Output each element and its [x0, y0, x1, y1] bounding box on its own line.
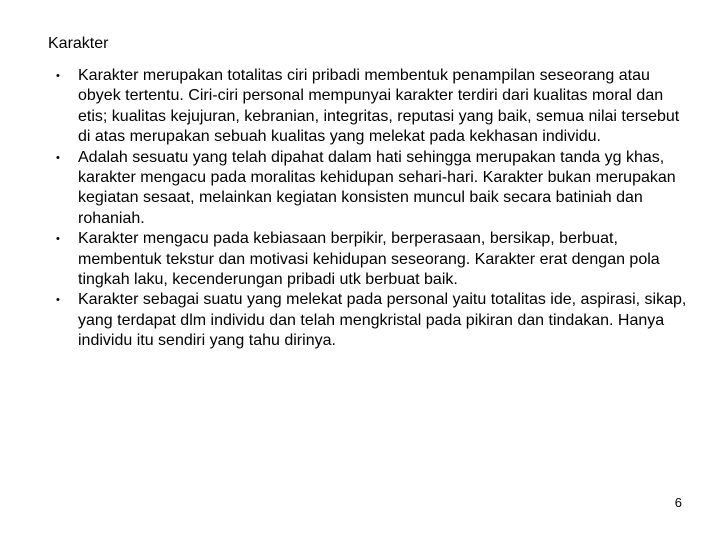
bullet-item — [48, 148, 693, 230]
bullet-icon: • — [56, 151, 60, 164]
bullet-item — [48, 229, 693, 290]
page-number: 6 — [674, 495, 682, 510]
bullet-text: Adalah sesuatu yang telah dipahat dalam hati sehingga merupakan tanda yg khas, karakter mengacu pada moralitas kehidupan sehari-hari. Karakter bukan merupakan kegiatan sesaat, melainkan kegiatan konsisten muncul baik secara batiniah dan rohaniah. — [78, 148, 676, 227]
bullet-icon: • — [56, 70, 60, 82]
bullet-icon: • — [56, 233, 60, 246]
bullet-item — [48, 66, 693, 148]
slide-title: Karakter — [48, 35, 109, 52]
bullet-icon: • — [56, 294, 60, 307]
bullet-list — [48, 66, 693, 352]
bullet-text: Karakter mengacu pada kebiasaan berpikir, berperasaan, bersikap, berbuat, membentuk tekstur dan motivasi kehidupan seseorang. Karakter erat dengan pola tingkah laku, kecenderungan pribadi utk berbuat baik. — [78, 230, 660, 289]
bullet-text: Karakter sebagai suatu yang melekat pada personal yaitu totalitas ide, aspirasi, sikap, yang terdapat dlm individu dan telah mengkristal pada pikiran dan tindakan. Hanya individu itu sendiri yang tahu dirinya. — [78, 291, 687, 350]
bullet-item — [48, 290, 693, 351]
bullet-text: Karakter merupakan totalitas ciri pribadi membentuk penampilan seseorang atau obyek tertentu. Ciri-ciri personal mempunyai karakter terdiri dari kualitas moral dan etis; kualitas kejujuran, kebranian, integritas, reputasi yang baik, semua nilai tersebut di atas merupakan sebuah kualitas yang melekat pada kekhasan individu. — [78, 67, 680, 146]
